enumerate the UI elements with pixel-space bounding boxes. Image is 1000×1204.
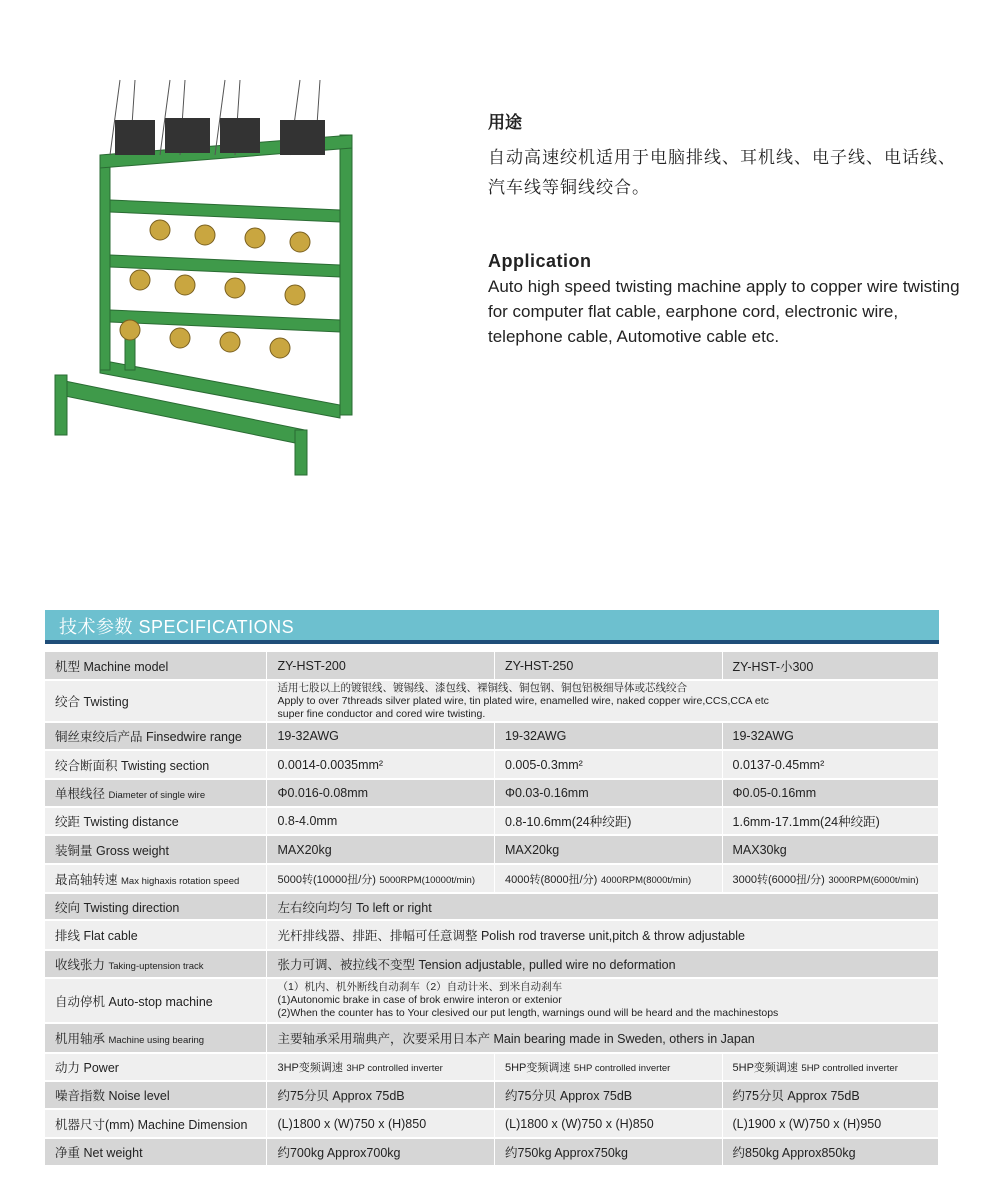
label-en: Auto-stop machine [108,994,213,1009]
row-value [267,835,495,864]
row-value [495,1053,723,1081]
row-value [267,652,495,680]
row-value [722,779,938,807]
row-value [722,750,938,779]
label-zh: 收线张力 [55,958,106,972]
row-value [267,893,939,920]
specifications-table [45,652,939,1167]
value-en: 3000RPM(6000t/min) [828,874,919,886]
row-label [45,1138,267,1166]
label-en: Twisting section [121,758,210,773]
row-value [495,779,723,807]
value-zh: 5000转(10000扭/分) [277,873,376,886]
value-zh: ZY-HST-250 [505,658,574,673]
label-en: Twisting direction [83,900,180,915]
table-row [45,978,939,1023]
row-label [45,652,267,680]
row-label [45,1023,267,1053]
row-value [267,1023,939,1053]
row-value [267,750,495,779]
row-value [495,1109,723,1138]
row-label [45,1109,267,1138]
row-value [495,807,723,835]
value-line: (2)When the counter has to Your clesived our put length, warnings ound will be heard and the machinestops [277,1007,779,1019]
row-label [45,920,267,950]
table-row [45,779,939,807]
table-row [45,722,939,750]
value-line: 主要轴承采用瑞典产，次要采用日本产 Main bearing made in Sweden, others in Japan [277,1032,755,1046]
value-zh: 19-32AWG [732,729,794,743]
row-value [267,1081,495,1109]
row-label [45,807,267,835]
label-zh: 机器尺寸(mm) [55,1117,135,1132]
table-row [45,750,939,779]
label-en: Machine Dimension [137,1117,248,1132]
value-zh: (L)1800 x (W)750 x (H)850 [277,1116,427,1131]
value-zh: 约75分贝 Approx 75dB [505,1089,633,1103]
label-zh: 机型 [55,659,81,674]
zh-heading: 用途 [488,113,522,132]
label-en: Gross weight [96,843,169,858]
label-en: Twisting distance [83,815,179,829]
value-zh: 约75分贝 Approx 75dB [732,1089,860,1103]
row-label [45,978,267,1023]
row-value [495,864,723,893]
row-value [495,1081,723,1109]
specifications-header: 技术参数 SPECIFICATIONS [45,610,939,644]
label-zh: 绞合断面积 [55,758,118,773]
value-en: 5000RPM(10000t/min) [379,874,475,886]
row-label [45,893,267,920]
table-row [45,920,939,950]
row-label [45,722,267,750]
value-zh: 19-32AWG [277,729,339,743]
value-zh: (L)1800 x (W)750 x (H)850 [505,1116,654,1131]
value-zh: (L)1900 x (W)750 x (H)950 [732,1116,882,1131]
label-en: Taking-uptension track [108,961,204,972]
row-value [495,835,723,864]
value-zh: 约750kg Approx750kg [505,1146,629,1160]
value-zh: 0.0014-0.0035mm² [277,757,384,772]
row-value [495,750,723,779]
label-zh: 绞合 [55,695,81,709]
label-en: Finsedwire range [146,730,242,744]
value-zh: Φ0.05-0.16mm [732,786,817,800]
value-en: 4000RPM(8000t/min) [600,874,692,886]
row-label [45,1081,267,1109]
row-label [45,864,267,893]
value-zh: 0.8-10.6mm(24种绞距) [505,815,632,829]
value-en: 3HP controlled inverter [346,1063,443,1074]
label-en: Power [83,1061,119,1075]
value-zh: Φ0.03-0.16mm [505,786,589,800]
value-zh: ZY-HST-小300 [732,659,814,674]
label-zh: 单根线径 [55,787,106,801]
value-zh: 19-32AWG [505,729,567,743]
zh-text: 自动高速绞机适用于电脑排线、耳机线、电子线、电话线、汽车线等铜线绞合。 [488,148,956,197]
value-en: 5HP controlled inverter [801,1063,898,1074]
label-en: Flat cable [83,929,138,943]
value-zh: 约75分贝 Approx 75dB [277,1089,405,1103]
row-value [267,864,495,893]
row-value [267,680,939,722]
value-zh: 5HP变频调速 [505,1062,571,1074]
en-text: Auto high speed twisting machine apply to copper wire twisting for computer flat cable, earphone cord, electronic wire, telephone cable, Automotive cable etc. [488,277,960,346]
row-value [495,652,723,680]
row-value [722,807,938,835]
row-value [267,1053,495,1081]
table-row [45,1081,939,1109]
label-en: Machine using bearing [108,1035,205,1046]
label-zh: 绞距 [55,815,81,829]
value-zh: ZY-HST-200 [277,658,346,673]
table-row [45,864,939,893]
value-zh: Φ0.016-0.08mm [277,786,369,800]
value-en: 5HP controlled inverter [573,1063,671,1074]
table-row [45,893,939,920]
row-value [722,1138,938,1166]
label-zh: 机用轴承 [55,1032,106,1046]
row-label [45,779,267,807]
value-zh: MAX30kg [732,842,787,857]
twisting-machine-photo [40,60,380,480]
label-en: Net weight [83,1146,143,1160]
table-row [45,807,939,835]
label-zh: 噪音指数 [55,1089,106,1103]
row-value [722,1109,938,1138]
row-value [722,1081,938,1109]
label-en: Twisting [83,695,129,709]
value-zh: 0.005-0.3mm² [505,757,583,772]
label-en: Noise level [108,1089,170,1103]
value-line: 适用七股以上的镀银线、镀锡线、漆包线、裸铜线、铜包钢、铜包铝极细导体或芯线绞合 [277,681,687,694]
row-value [267,1109,495,1138]
row-value [267,807,495,835]
label-zh: 动力 [55,1061,81,1075]
row-value [267,978,939,1023]
value-line: super fine conductor and cored wire twisting. [277,707,486,720]
en-heading: Application [488,251,592,271]
row-label [45,750,267,779]
label-zh: 装铜量 [55,843,93,858]
table-row [45,1053,939,1081]
row-value [267,920,939,950]
row-value [722,864,938,893]
value-line: 光杆排线器、排距、排幅可任意调整 Polish rod traverse unit,pitch & throw adjustable [277,929,745,943]
value-zh: 3000转(6000扭/分) [732,873,825,886]
value-line: （1）机内、机外断线自动刹车（2）自动计米、到米自动刹车 [277,981,563,993]
row-label [45,680,267,722]
row-value [267,779,495,807]
value-line: 张力可调、被拉线不变型 Tension adjustable, pulled wire no deformation [277,958,676,972]
row-value [495,722,723,750]
row-label [45,835,267,864]
row-value [722,835,938,864]
label-zh: 排线 [55,929,81,943]
value-zh: 0.0137-0.45mm² [732,757,825,772]
label-en: Machine model [83,659,169,674]
table-row [45,1109,939,1138]
table-row [45,652,939,680]
row-value [495,1138,723,1166]
table-row [45,680,939,722]
label-zh: 净重 [55,1146,81,1160]
value-zh: 1.6mm-17.1mm(24种绞距) [732,815,880,829]
value-line: (1)Autonomic brake in case of brok enwire interon or extenior [277,994,562,1006]
value-zh: MAX20kg [505,842,560,857]
table-row [45,835,939,864]
table-row [45,1023,939,1053]
label-zh: 绞向 [55,900,81,915]
table-row [45,950,939,978]
label-zh: 自动停机 [55,994,106,1009]
row-value [267,950,939,978]
row-label [45,1053,267,1081]
value-zh: 3HP变频调速 [277,1062,343,1074]
row-value [267,1138,495,1166]
value-line: Apply to over 7threads silver plated wire, tin plated wire, enamelled wire, naked copper wire,CCS,CCA etc [277,694,769,707]
label-en: Max highaxis rotation speed [121,875,240,887]
value-zh: 约700kg Approx700kg [277,1146,401,1160]
table-row [45,1138,939,1166]
label-zh: 最高轴转速 [55,872,118,887]
row-label [45,950,267,978]
value-zh: 5HP变频调速 [732,1062,798,1074]
value-zh: 4000转(8000扭/分) [505,873,598,886]
row-value [267,722,495,750]
value-zh: MAX20kg [277,842,332,857]
application-section [488,108,968,349]
value-line: 左右绞向均匀 To left or right [277,900,432,915]
value-zh: 约850kg Approx850kg [732,1146,856,1160]
value-zh: 0.8-4.0mm [277,814,338,828]
label-zh: 铜丝束绞后产品 [55,730,143,744]
row-value [722,1053,938,1081]
label-en: Diameter of single wire [108,790,206,801]
row-value [722,722,938,750]
row-value [722,652,938,680]
